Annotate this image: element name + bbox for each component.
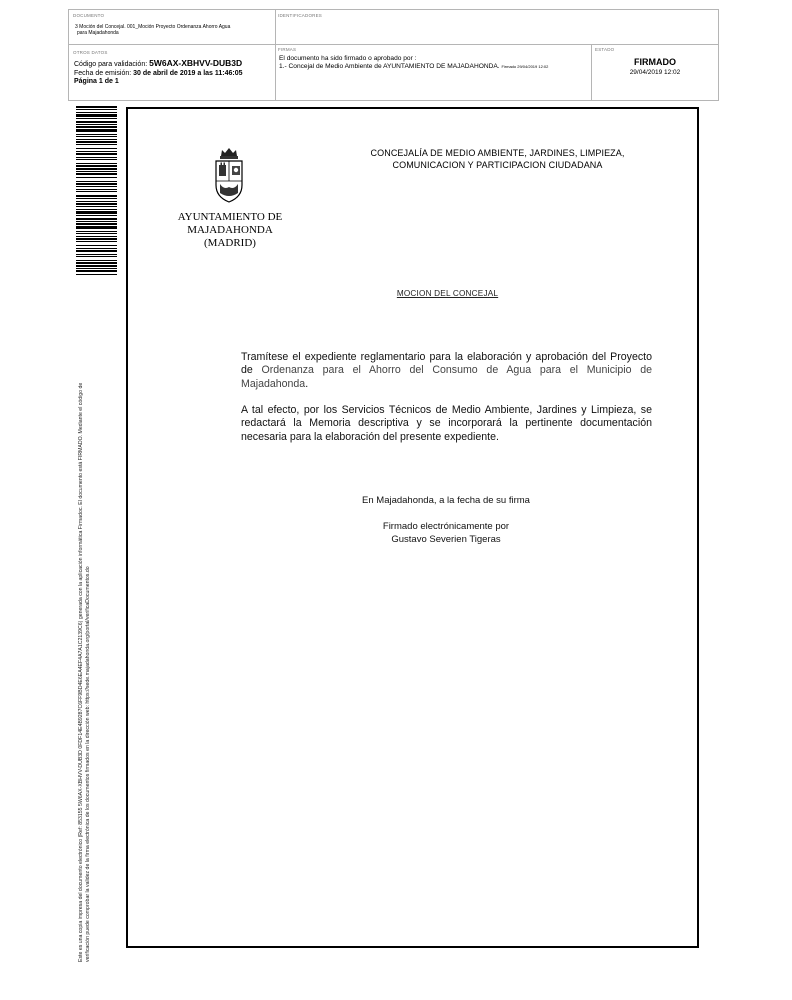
validation-barcode bbox=[76, 106, 117, 276]
barcode-bar bbox=[76, 250, 117, 252]
validation-header bbox=[68, 9, 719, 101]
barcode-bar bbox=[76, 153, 117, 155]
barcode-bar bbox=[76, 121, 117, 123]
barcode-bar bbox=[76, 134, 117, 135]
identificadores-label: IDENTIFICADORES bbox=[278, 13, 323, 18]
identificadores-cell bbox=[276, 10, 718, 45]
barcode-bar bbox=[76, 265, 117, 267]
barcode-bar bbox=[76, 209, 117, 210]
document-name-line2: para Majadahonda bbox=[77, 30, 119, 36]
firmas-line2: 1.- Concejal de Medio Ambiente de AYUNTAMIENTO DE MAJADAHONDA. bbox=[279, 62, 500, 70]
barcode-bar bbox=[76, 141, 117, 143]
barcode-bar bbox=[76, 168, 117, 170]
ayuntamiento-block bbox=[155, 211, 305, 250]
barcode-bar bbox=[76, 186, 117, 187]
barcode-bar bbox=[76, 109, 117, 110]
barcode-bar bbox=[76, 173, 117, 175]
barcode-bar bbox=[76, 157, 117, 158]
barcode-bar bbox=[76, 165, 117, 167]
barcode-bar bbox=[76, 241, 117, 242]
barcode-bar bbox=[76, 206, 117, 207]
side-note-line1: Este es una copia impresa del documento electrónico (Ref: 853155 5W6AX-XBHVV-DUB3D 0FDF14E4B9287C6FF9BD4E6EA4EF4A7A1C2139C6) generada con la aplicación informática Firmadoc. El documento está FIRMADO. Mediante el código de bbox=[78, 382, 84, 962]
firmas-cell bbox=[276, 45, 592, 100]
signature-block bbox=[300, 520, 592, 546]
barcode-bar bbox=[76, 189, 117, 190]
firmas-label: FIRMAS bbox=[278, 47, 297, 52]
paragraph-2: A tal efecto, por los Servicios Técnicos de Medio Ambiente, Jardines y Limpieza, se redactará la Memoria descriptiva y se incorporará la pertinente documentación necesaria para la elaboración del presente expediente. bbox=[241, 404, 652, 443]
barcode-bar bbox=[76, 270, 117, 272]
ordinance-title: Ordenanza para el Ahorro del Consumo de Agua para el Municipio de Majadahonda bbox=[241, 364, 652, 390]
barcode-bar bbox=[76, 114, 117, 117]
codigo-label: Código para validación: bbox=[74, 61, 148, 68]
ayto-line3: (MADRID) bbox=[204, 237, 256, 249]
barcode-bar bbox=[76, 248, 117, 249]
coat-of-arms-icon bbox=[211, 147, 247, 203]
barcode-bar bbox=[76, 245, 117, 246]
barcode-bar bbox=[76, 124, 117, 125]
fecha-label: Fecha de emisión: bbox=[74, 69, 132, 77]
signer-name: Gustavo Severien Tigeras bbox=[391, 534, 501, 545]
barcode-bar bbox=[76, 148, 117, 149]
ayto-line1: AYUNTAMIENTO DE bbox=[177, 211, 283, 223]
codigo-value: 5W6AX-XBHVV-DUB3D bbox=[149, 58, 243, 68]
paragraph-1 bbox=[241, 351, 652, 391]
side-note-line2: verificación puede comprobar la validez de la firma electrónica de los documentos firmados en la dirección web: https://sede.majadahonda.org/portal/verificaDocumentos.do bbox=[84, 566, 91, 962]
estado-cell bbox=[592, 45, 718, 100]
verification-side-note bbox=[78, 302, 91, 962]
paragraph-1-start: Tramítese el expediente reglamentario para la elaboración y aprobación del Proyecto de bbox=[241, 351, 652, 377]
barcode-bar bbox=[76, 183, 117, 185]
document-name bbox=[75, 24, 245, 36]
pagina: Página 1 de 1 bbox=[74, 78, 119, 85]
barcode-bar bbox=[76, 112, 117, 113]
otros-datos-content bbox=[74, 59, 243, 87]
barcode-bar bbox=[76, 191, 117, 192]
barcode-bar bbox=[76, 118, 117, 119]
concejalia-line2: COMUNICACION Y PARTICIPACION CIUDADANA bbox=[392, 160, 603, 170]
barcode-bar bbox=[76, 268, 117, 269]
concejalia-heading bbox=[330, 147, 665, 171]
barcode-bar bbox=[76, 106, 117, 108]
firmas-line1: El documento ha sido firmado o aprobado por : bbox=[279, 55, 417, 62]
barcode-bar bbox=[76, 238, 117, 240]
barcode-bar bbox=[76, 171, 117, 172]
estado-date: 29/04/2019 12:02 bbox=[629, 69, 681, 76]
estado-label: ESTADO bbox=[595, 47, 615, 52]
barcode-bar bbox=[76, 262, 117, 264]
document-name-line1: 3 Moción del Concejal. 001_Moción Proyecto Ordenanza Ahorro Agua bbox=[75, 24, 231, 30]
firmas-content bbox=[279, 55, 548, 70]
fecha-value: 30 de abril de 2019 a las 11:46:05 bbox=[133, 69, 243, 77]
barcode-bar bbox=[76, 203, 117, 205]
barcode-bar bbox=[76, 218, 117, 220]
firmas-signed-date: Firmado 29/04/2019 12:02 bbox=[501, 63, 549, 69]
barcode-bar bbox=[76, 181, 117, 182]
documento-cell bbox=[69, 10, 276, 45]
barcode-bar bbox=[76, 223, 117, 225]
barcode-bar bbox=[76, 198, 117, 199]
barcode-bar bbox=[76, 159, 117, 160]
estado-status: FIRMADO bbox=[634, 57, 676, 67]
barcode-bar bbox=[76, 254, 117, 255]
barcode-bar bbox=[76, 260, 117, 261]
barcode-bar bbox=[76, 195, 117, 197]
barcode-bar bbox=[76, 215, 117, 216]
concejalia-line1: CONCEJALÍA DE MEDIO AMBIENTE, JARDINES, LIMPIEZA, bbox=[370, 148, 625, 158]
documento-label: DOCUMENTO bbox=[73, 13, 105, 18]
otros-datos-label: OTROS DATOS bbox=[73, 50, 108, 55]
barcode-bar bbox=[76, 139, 117, 140]
barcode-bar bbox=[76, 163, 117, 164]
signed-by-label: Firmado electrónicamente por bbox=[382, 521, 510, 532]
barcode-bar bbox=[76, 274, 117, 275]
barcode-bar bbox=[76, 144, 117, 145]
barcode-bar bbox=[76, 231, 117, 232]
barcode-bar bbox=[76, 129, 117, 132]
document-title: MOCION DEL CONCEJAL bbox=[396, 289, 499, 298]
paragraph-1-end: . bbox=[305, 377, 309, 390]
place-date: En Majadahonda, a la fecha de su firma bbox=[362, 495, 530, 506]
barcode-bar bbox=[76, 126, 117, 128]
otros-datos-cell bbox=[69, 45, 276, 100]
barcode-bar bbox=[76, 236, 117, 237]
barcode-bar bbox=[76, 151, 117, 152]
barcode-bar bbox=[76, 211, 117, 214]
barcode-bar bbox=[76, 136, 117, 137]
barcode-bar bbox=[76, 226, 117, 229]
barcode-bar bbox=[76, 221, 117, 222]
barcode-bar bbox=[76, 201, 117, 202]
barcode-bar bbox=[76, 177, 117, 178]
barcode-bar bbox=[76, 256, 117, 257]
barcode-bar bbox=[76, 233, 117, 234]
ayto-line2: MAJADAHONDA bbox=[187, 224, 273, 236]
